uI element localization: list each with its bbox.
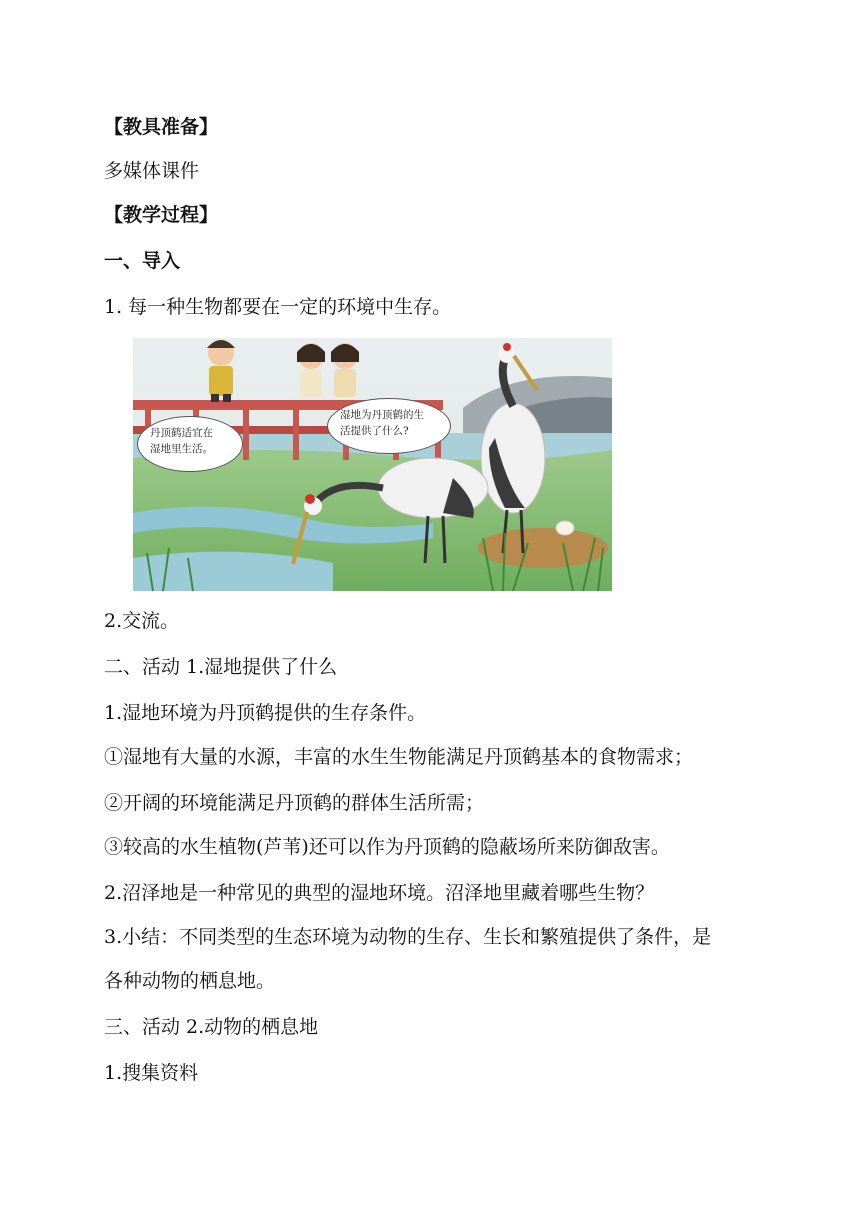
activity1-item-3-line2: 各种动物的栖息地。	[104, 970, 276, 992]
heading-teaching-tools: 【教具准备】	[104, 116, 219, 138]
activity1-item-1: 1.湿地环境为丹顶鹤提供的生存条件。	[104, 702, 427, 724]
section-title-activity-1: 二、活动 1.湿地提供了什么	[104, 656, 338, 678]
intro-item-1: 1. 每一种生物都要在一定的环境中生存。	[104, 296, 452, 318]
intro-item-2: 2.交流。	[104, 610, 180, 632]
activity1-point-2: ②开阔的环境能满足丹顶鹤的群体生活所需；	[104, 792, 485, 814]
speech-bubble-right	[327, 398, 451, 454]
speech-bubble-left	[137, 416, 243, 472]
activity2-item-1: 1.搜集资料	[104, 1062, 199, 1084]
bubble-left-line1: 丹顶鹤适宜在	[150, 427, 213, 439]
tools-text: 多媒体课件	[104, 160, 200, 182]
bubble-right-line1: 湿地为丹顶鹤的生	[340, 409, 424, 421]
heading-teaching-process: 【教学过程】	[104, 204, 219, 226]
activity1-item-2: 2.沼泽地是一种常见的典型的湿地环境。沼泽地里藏着哪些生物？	[104, 882, 655, 904]
bubble-right-line2: 活提供了什么?	[340, 425, 409, 437]
activity1-point-3: ③较高的水生植物(芦苇)还可以作为丹顶鹤的隐蔽场所来防御敌害。	[104, 836, 670, 858]
activity1-point-1: ①湿地有大量的水源，丰富的水生生物能满足丹顶鹤基本的食物需求；	[104, 746, 694, 768]
wetland-crane-illustration	[133, 338, 612, 591]
activity1-item-3-line1: 3.小结：不同类型的生态环境为动物的生存、生长和繁殖提供了条件，是	[104, 926, 712, 948]
bubble-left-line2: 湿地里生活。	[150, 443, 213, 455]
section-title-intro: 一、导入	[104, 250, 181, 272]
section-title-activity-2: 三、活动 2.动物的栖息地	[104, 1016, 319, 1038]
